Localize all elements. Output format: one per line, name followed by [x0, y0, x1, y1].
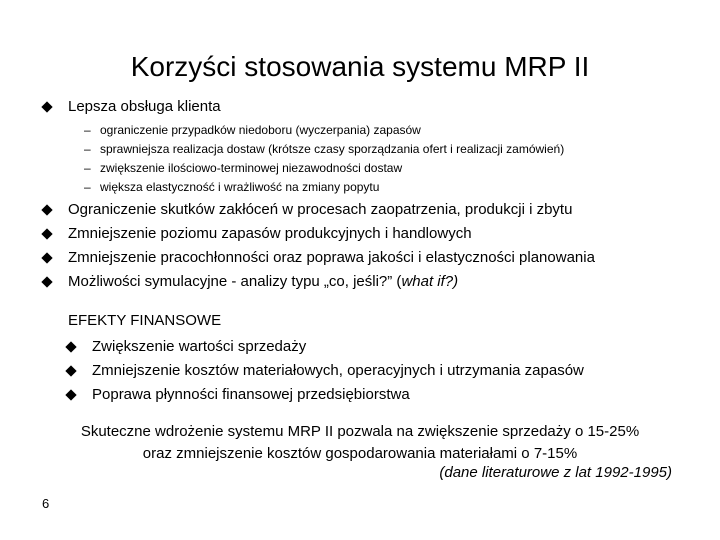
financial-bullet-text: Zmniejszenie kosztów materiałowych, operacyjnych i utrzymania zapasów	[92, 362, 584, 379]
main-bullet-text: Ograniczenie skutków zakłóceń w procesach zaopatrzenia, produkcji i zbytu	[68, 201, 573, 218]
sub-bullet	[84, 140, 564, 158]
financial-bullet	[64, 337, 306, 357]
diamond-bullet-icon	[65, 365, 76, 376]
dash-bullet-icon: –	[84, 142, 91, 156]
diamond-bullet-icon	[41, 252, 52, 263]
dash-bullet-icon: –	[84, 123, 91, 137]
diamond-bullet-icon	[65, 341, 76, 352]
conclusion-line: Skuteczne wdrożenie systemu MRP II pozwala na zwiększenie sprzedaży o 15-25%	[80, 423, 640, 440]
conclusion-line: oraz zmniejszenie kosztów gospodarowania materiałami o 7-15%	[142, 445, 578, 462]
financial-bullet	[64, 361, 584, 381]
financial-bullet	[64, 385, 410, 405]
financial-bullet-text: Poprawa płynności finansowej przedsiębiorstwa	[92, 386, 410, 403]
main-bullet-text	[68, 272, 458, 292]
diamond-bullet-icon	[41, 204, 52, 215]
main-bullet-text: Zmniejszenie pracochłonności oraz poprawa jakości i elastyczności planowania	[68, 249, 595, 266]
dash-bullet-icon: –	[84, 161, 91, 175]
main-bullet-text: Zmniejszenie poziomu zapasów produkcyjnych i handlowych	[68, 225, 472, 242]
main-bullet	[40, 224, 472, 244]
sub-bullet-text: sprawniejsza realizacja dostaw (krótsze czasy sporządzania ofert i realizacji zamówień)	[100, 142, 565, 156]
sub-bullet	[84, 159, 402, 177]
section-heading: EFEKTY FINANSOWE	[68, 312, 222, 329]
dash-bullet-icon: –	[84, 180, 91, 194]
source-note: (dane literaturowe z lat 1992-1995)	[439, 464, 672, 481]
diamond-bullet-icon	[41, 228, 52, 239]
sub-bullet	[84, 178, 379, 196]
sub-bullet	[84, 121, 421, 139]
simulation-text: Możliwości symulacyjne - analizy typu „co, jeśli?” (	[68, 273, 402, 290]
diamond-bullet-icon	[41, 101, 52, 112]
sub-bullet-text: zwiększenie ilościowo-terminowej niezawodności dostaw	[100, 161, 403, 175]
diamond-bullet-icon	[41, 276, 52, 287]
main-bullet-text: Lepsza obsługa klienta	[68, 98, 221, 115]
conclusion	[40, 421, 680, 465]
diamond-bullet-icon	[65, 389, 76, 400]
main-bullet	[40, 97, 221, 117]
main-bullet	[40, 248, 595, 268]
main-bullet	[40, 272, 458, 292]
slide-title: Korzyści stosowania systemu MRP II	[130, 51, 590, 82]
simulation-italic: what if?)	[401, 273, 459, 290]
page-number: 6	[42, 496, 50, 511]
sub-bullet-text: większa elastyczność i wrażliwość na zmiany popytu	[100, 180, 380, 194]
main-bullet	[40, 200, 572, 220]
sub-bullet-text: ograniczenie przypadków niedoboru (wyczerpania) zapasów	[100, 123, 421, 137]
financial-bullet-text: Zwiększenie wartości sprzedaży	[92, 338, 307, 355]
